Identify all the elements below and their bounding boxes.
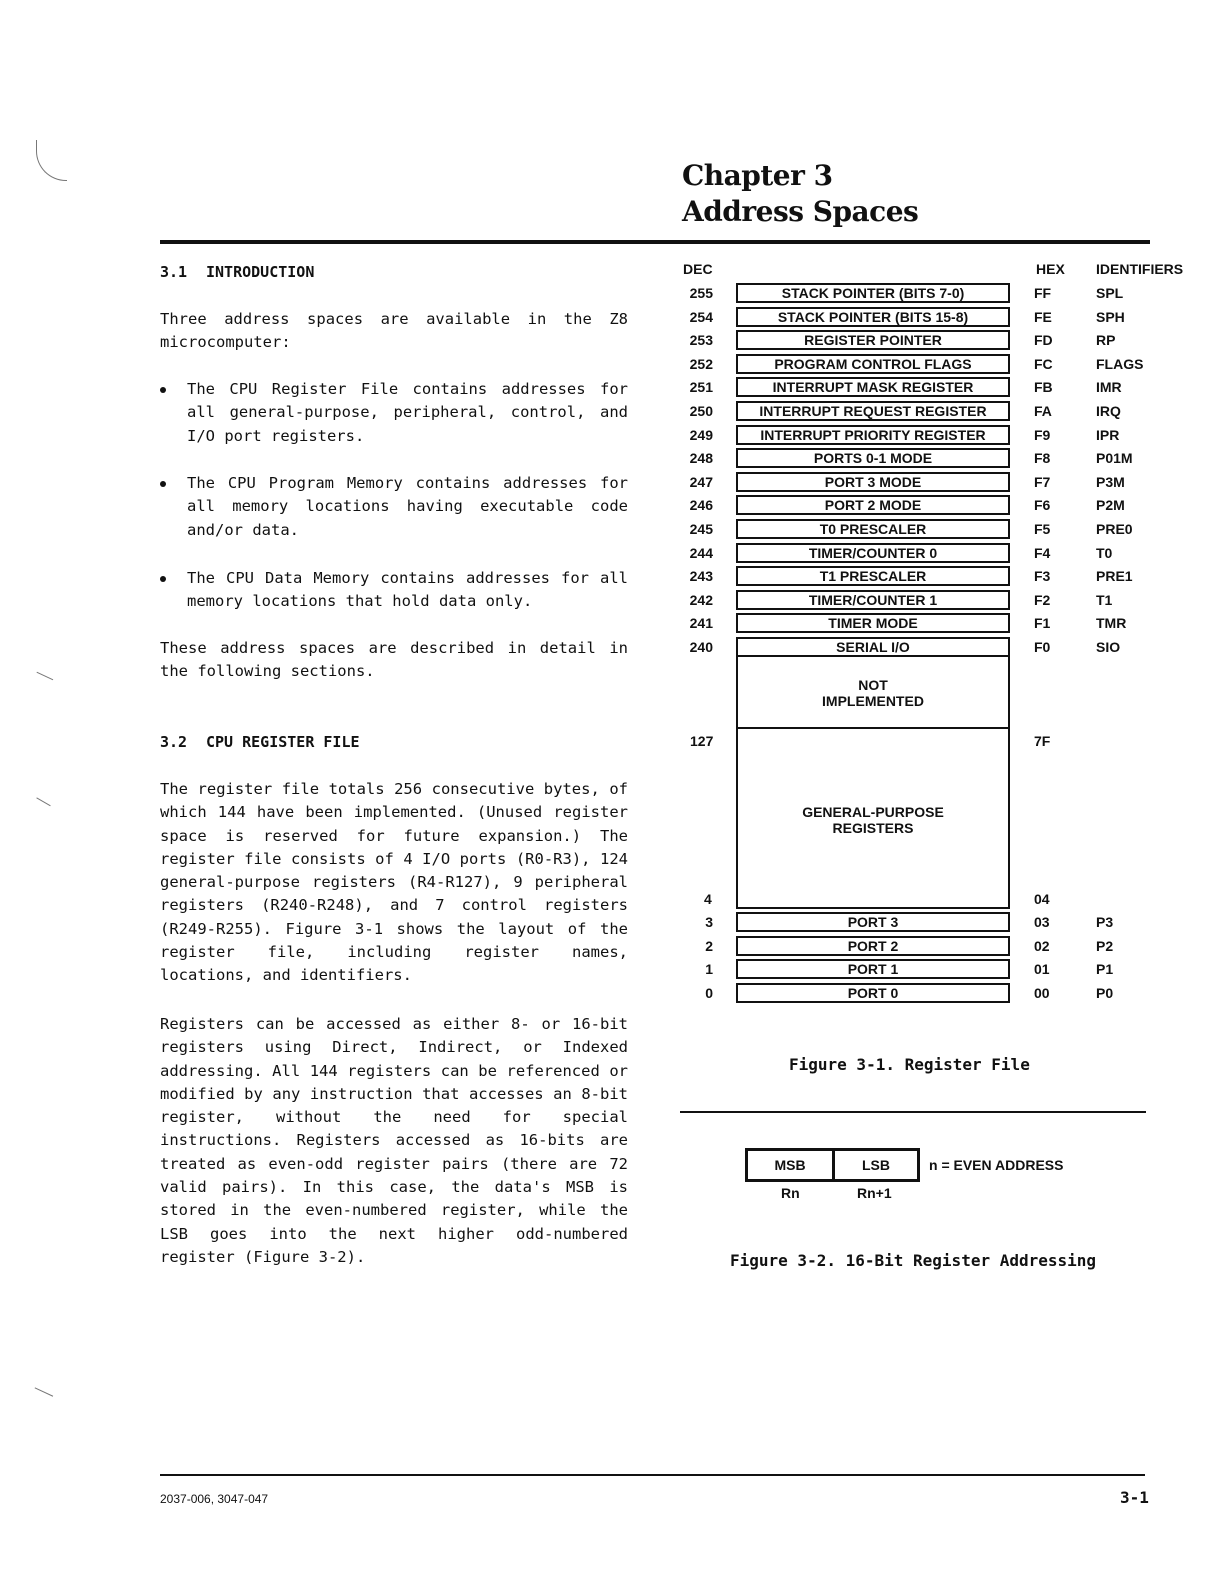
bullet-item bbox=[160, 567, 628, 614]
scan-mark bbox=[35, 1378, 58, 1396]
dec-address-label: 3 bbox=[705, 914, 713, 930]
register-identifier: SPH bbox=[1096, 308, 1125, 325]
bullet-item bbox=[160, 378, 628, 448]
page-number: 3-1 bbox=[1120, 1488, 1149, 1507]
general-purpose-line: GENERAL-PURPOSE bbox=[802, 804, 944, 820]
hex-address-label: 01 bbox=[1034, 961, 1050, 978]
register-cell: PROGRAM CONTROL FLAGS bbox=[736, 354, 1010, 374]
figure-3-1-caption: Figure 3-1. Register File bbox=[789, 1055, 1030, 1074]
bullet-item bbox=[160, 472, 628, 542]
register-identifier: T1 bbox=[1096, 591, 1113, 608]
msb-register-label: Rn bbox=[781, 1185, 800, 1201]
register-cell: TIMER MODE bbox=[736, 613, 1010, 633]
dec-address-label: 243 bbox=[689, 568, 713, 585]
bullet-text: The CPU Data Memory contains addresses for all memory locations that hold data only. bbox=[187, 569, 628, 611]
chapter-number: Chapter 3 bbox=[682, 159, 833, 192]
register-identifier: SPL bbox=[1096, 285, 1124, 301]
not-implemented-block bbox=[736, 655, 1010, 729]
register-identifier: SIO bbox=[1096, 639, 1121, 655]
dec-address-label: 247 bbox=[689, 473, 713, 490]
figure-divider bbox=[680, 1111, 1146, 1113]
register-identifier: T0 bbox=[1096, 544, 1113, 561]
hex-label: 04 bbox=[1034, 891, 1050, 907]
register-identifier: IRQ bbox=[1096, 403, 1121, 419]
register-identifier: P0 bbox=[1096, 984, 1114, 1001]
register-cell: PORT 1 bbox=[736, 959, 1010, 979]
hex-address-label: F9 bbox=[1034, 426, 1051, 443]
hex-address-label: 02 bbox=[1034, 937, 1050, 954]
identifiers-column-header: IDENTIFIERS bbox=[1096, 261, 1184, 277]
register-identifier: PRE0 bbox=[1096, 521, 1133, 537]
register-cell: PORTS 0-1 MODE bbox=[736, 448, 1010, 468]
register-identifier: P2M bbox=[1096, 497, 1125, 514]
dec-address-label: 249 bbox=[689, 426, 713, 443]
heading-rule bbox=[160, 240, 1150, 244]
dec-address-label: 246 bbox=[689, 497, 713, 514]
hex-address-label: FD bbox=[1034, 332, 1053, 349]
intro-paragraph: Three address spaces are available in the Z8 microcomputer: bbox=[160, 310, 628, 352]
dec-address-label: 1 bbox=[705, 961, 713, 978]
dec-address-label: 248 bbox=[689, 450, 713, 467]
dec-address-label: 241 bbox=[689, 615, 713, 632]
hex-address-label: F4 bbox=[1034, 544, 1051, 561]
hex-column-header: HEX bbox=[1036, 261, 1065, 277]
hex-address-label: 03 bbox=[1034, 914, 1050, 930]
scan-mark bbox=[37, 663, 58, 681]
even-address-note: n = EVEN ADDRESS bbox=[929, 1157, 1064, 1173]
hex-address-label: F1 bbox=[1034, 615, 1051, 632]
hex-address-label: FA bbox=[1034, 403, 1052, 419]
register-cell: STACK POINTER (BITS 7-0) bbox=[736, 283, 1010, 303]
dec-label: 127 bbox=[690, 733, 714, 749]
register-cell: TIMER/COUNTER 1 bbox=[736, 590, 1010, 610]
section-title: CPU REGISTER FILE bbox=[206, 733, 360, 751]
register-cell: T0 PRESCALER bbox=[736, 519, 1010, 539]
general-purpose-registers-block bbox=[736, 727, 1010, 909]
hex-address-label: 00 bbox=[1034, 984, 1050, 1001]
register-identifier: TMR bbox=[1096, 615, 1127, 632]
hex-address-label: F6 bbox=[1034, 497, 1051, 514]
register-identifier: RP bbox=[1096, 332, 1116, 349]
hex-address-label: FB bbox=[1034, 379, 1053, 396]
hex-address-label: F8 bbox=[1034, 450, 1051, 467]
footer-rule bbox=[160, 1474, 1145, 1476]
register-cell: PORT 2 bbox=[736, 936, 1010, 956]
dec-address-label: 244 bbox=[689, 544, 713, 561]
msb-cell: MSB bbox=[745, 1148, 835, 1182]
dec-address-label: 252 bbox=[689, 355, 713, 372]
bullet-text: The CPU Program Memory contains addresses for all memory locations having executable code and/or data. bbox=[187, 474, 628, 539]
register-identifier: FLAGS bbox=[1096, 355, 1144, 372]
register-identifier: P1 bbox=[1096, 961, 1114, 978]
register-cell: TIMER/COUNTER 0 bbox=[736, 543, 1010, 563]
bullet-dot-icon bbox=[160, 576, 166, 582]
not-implemented-line: NOT bbox=[858, 677, 888, 693]
chapter-heading bbox=[682, 158, 918, 230]
hex-address-label: FC bbox=[1034, 355, 1053, 372]
bullet-text: The CPU Register File contains addresses for all general-purpose, peripheral, control, and I/O port registers. bbox=[187, 380, 628, 445]
dec-address-label: 2 bbox=[705, 937, 713, 954]
register-cell: REGISTER POINTER bbox=[736, 330, 1010, 350]
register-identifier: IMR bbox=[1096, 379, 1122, 396]
register-identifier: PRE1 bbox=[1096, 568, 1133, 585]
register-cell: PORT 3 MODE bbox=[736, 472, 1010, 492]
hex-address-label: F5 bbox=[1034, 521, 1051, 537]
dec-address-label: 255 bbox=[689, 285, 713, 301]
register-identifier: P2 bbox=[1096, 937, 1114, 954]
dec-column-header: DEC bbox=[683, 261, 713, 277]
dec-address-label: 245 bbox=[689, 521, 713, 537]
dec-address-label: 251 bbox=[689, 379, 713, 396]
hex-address-label: F0 bbox=[1034, 639, 1051, 655]
register-file-paragraph: The register file totals 256 consecutive bytes, of which 144 have been implemented. (Unused register space is reserved for future expansion.) The register file consists of 4 I/O ports (R0-R3), 124 general-purpose registers (R4-R127), 9 peripheral registers (R240-R248), and 7 control registers (R249-R255). Figure 3-1 shows the layout of the register file, including register names, locations, and identifiers. bbox=[160, 780, 628, 985]
scan-mark bbox=[36, 789, 55, 807]
hex-address-label: FE bbox=[1034, 308, 1052, 325]
figure-3-2-caption: Figure 3-2. 16-Bit Register Addressing bbox=[730, 1251, 1097, 1270]
dec-address-label: 240 bbox=[689, 639, 713, 655]
lsb-cell: LSB bbox=[832, 1148, 920, 1182]
hex-address-label: F2 bbox=[1034, 591, 1051, 608]
register-cell: PORT 2 MODE bbox=[736, 495, 1010, 515]
register-cell: INTERRUPT MASK REGISTER bbox=[736, 377, 1010, 397]
register-addressing-paragraph: Registers can be accessed as either 8- or 16-bit registers using Direct, Indirect, or Indexed addressing. All 144 registers can be referenced or modified by any instruction that accesses an 8-bit register, without the need for special instructions. Registers accessed as 16-bits are treated as even-odd register pairs (there are 72 valid pairs). In this case, the data's MSB is stored in the even-numbered register, while the LSB goes into the next higher odd-numbered register (Figure 3-2). bbox=[160, 1015, 628, 1266]
hex-address-label: FF bbox=[1034, 285, 1052, 301]
dec-label: 4 bbox=[704, 891, 712, 907]
lsb-register-label: Rn+1 bbox=[857, 1185, 892, 1201]
hex-address-label: F7 bbox=[1034, 473, 1051, 490]
register-cell: INTERRUPT REQUEST REGISTER bbox=[736, 401, 1010, 421]
not-implemented-line: IMPLEMENTED bbox=[822, 693, 924, 709]
register-identifier: P3M bbox=[1096, 473, 1125, 490]
register-cell: PORT 3 bbox=[736, 912, 1010, 932]
dec-address-label: 242 bbox=[689, 591, 713, 608]
register-cell: STACK POINTER (BITS 15-8) bbox=[736, 307, 1010, 327]
dec-address-label: 0 bbox=[705, 984, 713, 1001]
register-cell: T1 PRESCALER bbox=[736, 566, 1010, 586]
document-number: 2037-006, 3047-047 bbox=[160, 1492, 269, 1506]
section-heading-register-file bbox=[160, 733, 360, 751]
general-purpose-line: REGISTERS bbox=[832, 820, 914, 836]
section-number: 3.1 bbox=[160, 263, 188, 281]
register-identifier: P01M bbox=[1096, 450, 1133, 467]
hex-address-label: F3 bbox=[1034, 568, 1051, 585]
register-cell: SERIAL I/O bbox=[736, 637, 1010, 657]
register-cell: PORT 0 bbox=[736, 983, 1010, 1003]
bullet-dot-icon bbox=[160, 481, 166, 487]
dec-address-label: 250 bbox=[689, 403, 713, 419]
dec-address-label: 254 bbox=[689, 308, 713, 325]
dec-address-label: 253 bbox=[689, 332, 713, 349]
section-title: INTRODUCTION bbox=[206, 263, 315, 281]
register-identifier: P3 bbox=[1096, 914, 1114, 930]
scan-mark bbox=[36, 140, 67, 181]
bullet-dot-icon bbox=[160, 387, 166, 393]
chapter-title: Address Spaces bbox=[682, 195, 919, 228]
register-cell: INTERRUPT PRIORITY REGISTER bbox=[736, 425, 1010, 445]
section-heading-introduction bbox=[160, 263, 314, 281]
register-identifier: IPR bbox=[1096, 426, 1120, 443]
intro-closing-paragraph: These address spaces are described in detail in the following sections. bbox=[160, 639, 628, 681]
section-number: 3.2 bbox=[160, 733, 188, 751]
hex-label: 7F bbox=[1034, 733, 1051, 749]
